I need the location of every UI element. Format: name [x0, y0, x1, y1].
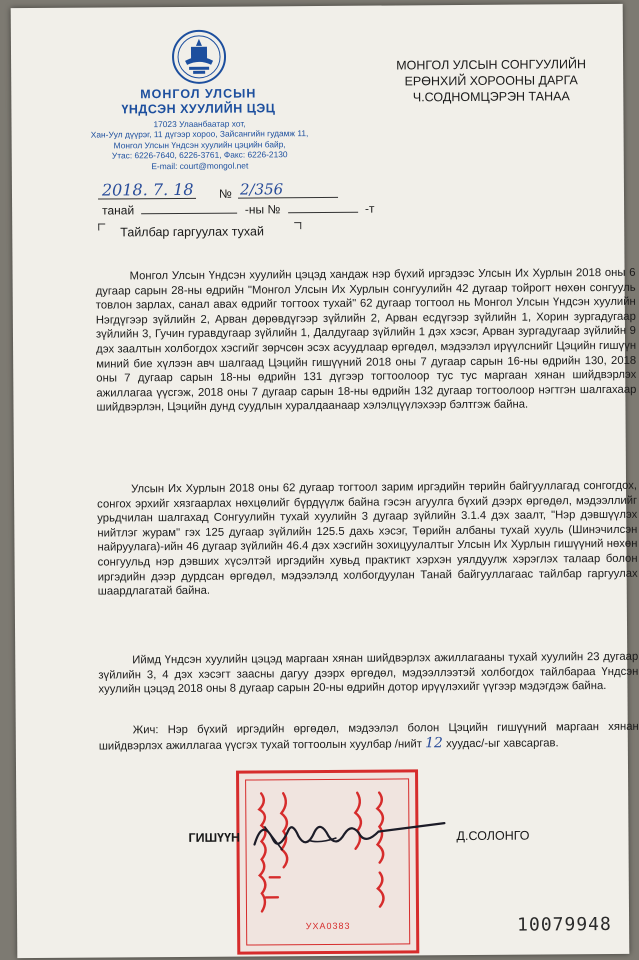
note-text-start: Жич: Нэр бүхий иргэдийн өргөдөл, мэдээлэл болон Цэцийн гишүүний маргаан хянан шийдвэрлэх ажиллагаа үүсгэх тухай тогтоолын хуулбар /нийт — [98, 720, 639, 753]
letter-subject: Тайлбар гаргуулах тухай — [120, 224, 264, 240]
nii-label: -ны № — [244, 202, 281, 217]
note-text — [99, 720, 639, 754]
t-suffix: -т — [364, 201, 375, 216]
org-name-line2: ҮНДСЭН ХУУЛИЙН ЦЭЦ — [121, 101, 276, 117]
date-underline — [98, 198, 196, 200]
paragraph-text: Иймд Үндсэн хуулийн цэцэд маргаан хянан шийдвэрлэх ажиллагааны тухай хуулийн 23 дугаар зүйлийн 3, 4 дэх хэсэгт заасны дагуу дээрх өргөдөл, мэдээллээтэй холбогдох тайлбараа Үндсэн хуулийн цэцэд 2018 оны 8 дугаар сарын 20-ны өдрийн дотор ирүүлэхийг үүгээр мэдэгдэж байна. — [98, 650, 639, 696]
number-label: № — [218, 186, 232, 201]
attachment-page-count: 12 — [425, 734, 443, 751]
recipient-block — [366, 56, 616, 106]
letter-date: 2018. 7. 18 — [101, 179, 194, 200]
recipient-line: ЕРӨНХИЙ ХОРООНЫ ДАРГА — [404, 73, 578, 89]
org-name-line1: МОНГОЛ УЛСЫН — [140, 86, 257, 102]
number-underline — [238, 197, 338, 199]
address-line: E-mail: court@mongol.net — [151, 160, 249, 171]
serial-number: 10079948 — [517, 913, 612, 936]
note-text-end: хуудас/-ыг хавсаргав. — [442, 736, 559, 750]
tanai-label: танай — [102, 203, 135, 218]
recipient-line: Ч.СОДНОМЦЭРЭН ТАНАА — [412, 89, 570, 105]
state-emblem-icon — [171, 29, 227, 85]
signer-name: Д.СОЛОНГО — [456, 828, 530, 844]
subject-bracket-right — [294, 222, 301, 229]
handwritten-signature-icon — [248, 809, 448, 865]
organization-name — [103, 86, 293, 116]
letter-page — [11, 4, 639, 958]
letter-number: 2/356 — [239, 180, 284, 199]
body-paragraph-3 — [98, 650, 638, 698]
address-line: Монгол Улсын Үндсэн хуулийн цэцийн байр, — [113, 139, 286, 151]
subject-bracket-left — [98, 223, 105, 230]
body-paragraph-2 — [97, 479, 638, 600]
recipient-line: МОНГОЛ УЛСЫН СОНГУУЛИЙН — [396, 57, 587, 73]
address-line: 17023 Улаанбаатар хот, — [153, 118, 246, 130]
paragraph-text: Монгол Улсын Үндсэн хуулийн цэцэд хандаж нэр бүхий иргэдээс Улсын Их Хурлын 2018 оны 6 дугаар сарын 28-ны өдрийн "Монгол Улсын Их Хурлын сонгуулийн 42 дугаар тойрогт нөхөн сонгууль товлон зарлах, санал авах өдрийг тогтоох тухай" 62 дугаар тогтоол нь Монгол Улсын Үндсэн хуулийн Нэгдүгээр зүйлийн 2, Арван дөрөвдүгээр зүйлийн 2, Арван есдүгээр зүйлийн 1, Хорин зургадугаар зүйлийн 3, Гучин гуравдугаар зүйлийн 1, Далдугаар зүйлийн 1 дэх хэсэг, Арван зургадугаар зүйлийн 9 дэх заалтын холбогдох хэсгийг зөрчсөн эсэх асуудлаар өргөдөл, мэдээлэл ирүүлснийг Цэцийн гишүүн миний бие хүлээн авч шалгаад Цэцийн гишүүний 2018 оны 7 дугаар сарын 16-ны өдрийн 130, 2018 оны 7 дугаар сарын 18-ны өдрийн 131 дүгээр тогтоолоор тус тус маргаан хянан шийдвэрлэх ажиллагаа үүсгэж, 2018 оны 7 дугаар сарын 18-ны өдрийн 132 дугаар тогтоолоор нэгтгэн шалгахаар шийдвэрлэн, Цэцийн дунд суудлын хуралдаанаар хэлэлцүүлэхээр бэлтгэж байна. — [95, 266, 637, 414]
organization-address — [81, 118, 317, 172]
body-paragraph-1 — [96, 266, 637, 416]
body-paragraph-note — [99, 720, 639, 754]
address-line: Хан-Уул дүүрэг, 11 дүгээр хороо, Зайсангийн гудамж 11, — [90, 128, 309, 140]
paragraph-text: Улсын Их Хурлын 2018 оны 62 дугаар тогтоол зарим иргэдийн төрийн байгууллагад сонгогдох, сонгох эрхийг хязгаарлах нөхцөлийг бүрдүүлж байна гэсэн агуулга бүхий дээрх өргөдөл, мэдээллийг урьдчилан шалгахад Сонгуулийн тухай хуулийн 3 дугаар зүйлийн 3.1.4 дэх заалт, "Нэр дэвшүүлэх нийтлэг журам" гэх 125 дугаар зүйлийн 125.5 дахь хэсэг, Төрийн албаны тухай хууль (Шинэчилсэн найруулага)-ийн 46 дугаар зүйлийн 46.4 дэх хэсгийн зохицуулалтыг Улсын Их Хурлын гишүүний нөхөн сонгуульд нэр дэвших хүсэлтэй иргэдийн хувьд практикт хэрхэн уялдуулж хэрэглэх талаар болон иргэдийн дээр дурдсан өргөдөл, мэдээлэлд холбогдуулан Танай байгууллагаас тайлбар гаргуулах шаардлагатай байна. — [97, 479, 638, 598]
signer-title: ГИШҮҮН — [188, 830, 241, 845]
reference-row — [102, 202, 374, 218]
address-line: Утас: 6226-7640, 6226-3761, Факс: 6226-2130 — [111, 149, 288, 161]
seal-code: УХА0383 — [305, 920, 351, 932]
